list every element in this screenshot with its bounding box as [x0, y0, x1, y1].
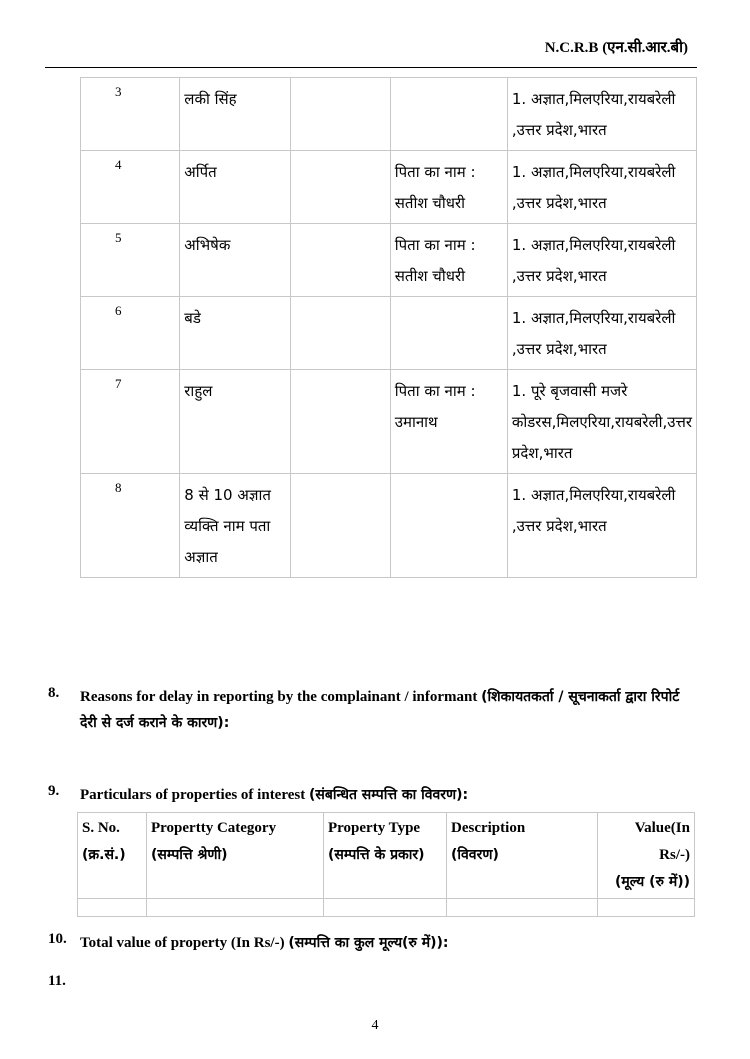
accused-sno: 8 — [81, 474, 180, 578]
empty-cell — [78, 899, 147, 917]
accused-relation — [390, 474, 507, 578]
accused-address: 1. अज्ञात,मिलएरिया,रायबरेली ,उत्तर प्रदेश,भारत — [507, 474, 696, 578]
accused-name: 8 से 10 अज्ञात व्यक्ति नाम पता अज्ञात — [180, 474, 291, 578]
header-category-en: Propertty Category — [151, 820, 277, 836]
accused-sno: 3 — [81, 78, 180, 151]
header-type-hi: (सम्पत्ति के प्रकार) — [328, 847, 425, 863]
accused-relation: पिता का नाम : सतीश चौधरी — [390, 151, 507, 224]
page-header: N.C.R.B (एन.सी.आर.बी) — [544, 40, 688, 56]
header-category — [147, 813, 324, 899]
header-value — [598, 813, 695, 899]
header-rule — [45, 67, 697, 68]
empty-cell — [447, 899, 598, 917]
header-sno-en: S. No. — [82, 820, 120, 836]
section-10-label-hi: (सम्पत्ति का कुल मूल्य(रु में)): — [288, 935, 449, 951]
table-row — [81, 224, 697, 297]
empty-cell — [147, 899, 324, 917]
accused-relation — [390, 78, 507, 151]
header-value-en: Value(In Rs/-) — [634, 820, 690, 863]
section-9-number: 9. — [48, 783, 60, 799]
section-9-text — [80, 782, 690, 808]
empty-cell — [598, 899, 695, 917]
section-8-text — [80, 684, 690, 736]
accused-alias — [291, 78, 390, 151]
table-row — [81, 78, 697, 151]
accused-alias — [291, 151, 390, 224]
accused-name: अभिषेक — [180, 224, 291, 297]
section-8-number: 8. — [48, 685, 60, 701]
accused-address: 1. अज्ञात,मिलएरिया,रायबरेली ,उत्तर प्रदेश,भारत — [507, 297, 696, 370]
section-10-number: 10. — [48, 931, 67, 947]
accused-address: 1. अज्ञात,मिलएरिया,रायबरेली ,उत्तर प्रदेश,भारत — [507, 78, 696, 151]
table-row — [81, 151, 697, 224]
accused-sno: 5 — [81, 224, 180, 297]
section-11-number: 11. — [48, 973, 66, 989]
section-10-text — [80, 930, 690, 956]
header-category-hi: (सम्पत्ति श्रेणी) — [151, 847, 228, 863]
header-description-hi: (विवरण) — [451, 847, 499, 863]
accused-sno: 4 — [81, 151, 180, 224]
accused-alias — [291, 474, 390, 578]
properties-table — [77, 812, 695, 917]
header-sno-hi: (क्र.सं.) — [82, 847, 126, 863]
header-type-en: Property Type — [328, 820, 421, 836]
accused-address: 1. अज्ञात,मिलएरिया,रायबरेली ,उत्तर प्रदेश,भारत — [507, 224, 696, 297]
header-type — [324, 813, 447, 899]
accused-alias — [291, 297, 390, 370]
accused-sno: 7 — [81, 370, 180, 474]
header-description-en: Description — [451, 820, 526, 836]
accused-address: 1. अज्ञात,मिलएरिया,रायबरेली ,उत्तर प्रदेश,भारत — [507, 151, 696, 224]
page-number: 4 — [371, 1018, 379, 1033]
section-8-label-hi: (शिकायतकर्ता / सूचनाकर्ता द्वारा रिपोर्ट देरी से दर्ज कराने के कारण): — [80, 689, 680, 731]
table-row — [78, 899, 695, 917]
accused-name: लकी सिंह — [180, 78, 291, 151]
header-sno — [78, 813, 147, 899]
section-8-label-en: Reasons for delay in reporting by the complainant / informant — [80, 689, 478, 705]
accused-alias — [291, 370, 390, 474]
accused-relation: पिता का नाम : उमानाथ — [390, 370, 507, 474]
accused-name: अर्पित — [180, 151, 291, 224]
accused-name: राहुल — [180, 370, 291, 474]
properties-header-row — [78, 813, 695, 899]
section-10-label-en: Total value of property (In Rs/-) — [80, 935, 285, 951]
accused-name: बडे — [180, 297, 291, 370]
accused-alias — [291, 224, 390, 297]
header-description — [447, 813, 598, 899]
accused-table — [80, 77, 697, 578]
accused-address: 1. पूरे बृजवासी मजरे कोडरस,मिलएरिया,रायबरेली,उत्तर प्रदेश,भारत — [507, 370, 696, 474]
section-9-label-en: Particulars of properties of interest — [80, 787, 306, 803]
accused-relation: पिता का नाम : सतीश चौधरी — [390, 224, 507, 297]
header-value-hi: (मूल्य (रु में)) — [615, 874, 690, 890]
table-row — [81, 370, 697, 474]
accused-sno: 6 — [81, 297, 180, 370]
section-9-label-hi: (संबन्धित सम्पत्ति का विवरण): — [308, 787, 469, 803]
table-row — [81, 297, 697, 370]
empty-cell — [324, 899, 447, 917]
table-row — [81, 474, 697, 578]
accused-relation — [390, 297, 507, 370]
